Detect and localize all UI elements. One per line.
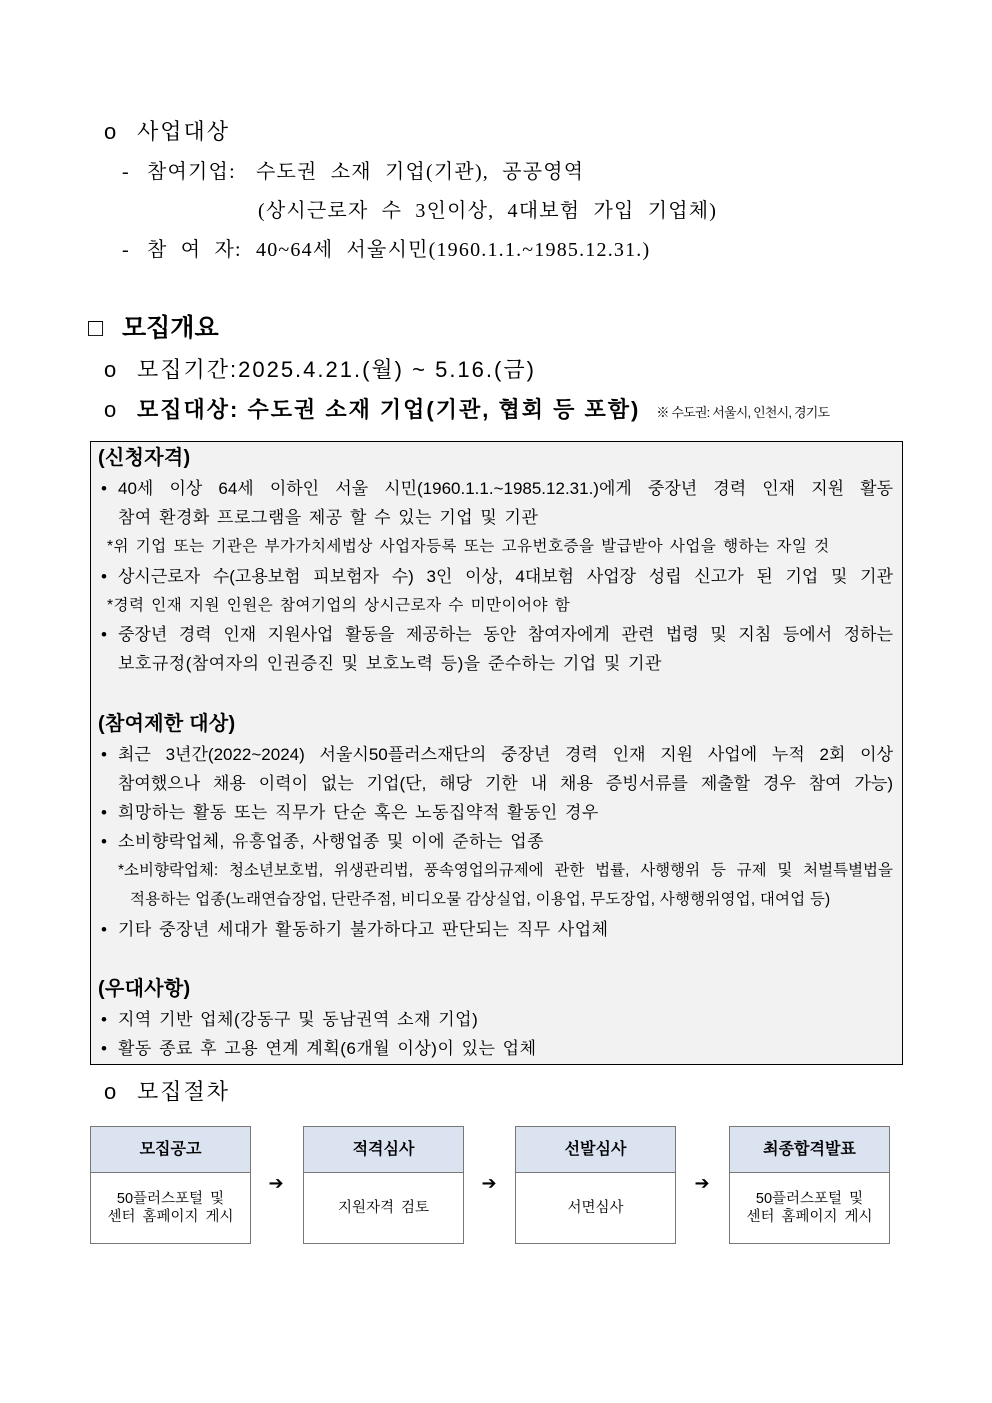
recruitment-period — [104, 355, 536, 385]
bullet-dot: • — [101, 624, 107, 644]
dash: - — [122, 239, 129, 261]
eligibility-note — [91, 591, 902, 620]
bullet-dot: • — [101, 744, 107, 764]
right-arrow-icon: ➔ — [268, 1173, 284, 1194]
restriction-note-text: *소비향락업체: 청소년보호법, 위생관리법, 풍속영업의규제에 관한 법률, 사행행위 등 규제 및 처벌특별법을 — [118, 862, 893, 880]
dash: - — [122, 161, 129, 183]
bullet-dot: • — [101, 1010, 107, 1029]
restriction-item — [91, 827, 902, 856]
procedure-title-text: 모집절차 — [137, 1079, 231, 1104]
step-title: 선발심사 — [516, 1127, 675, 1173]
step-title: 적격심사 — [304, 1127, 463, 1173]
eligibility-item — [91, 474, 902, 503]
eligibility-item — [91, 620, 902, 649]
restrictions-heading: (참여제한 대상) — [98, 712, 236, 735]
step-title: 최종합격발표 — [730, 1127, 889, 1173]
restriction-item-continuation — [91, 769, 902, 798]
step-description-line: 센터 홈페이지 게시 — [746, 1209, 873, 1225]
step-description — [516, 1173, 675, 1243]
spacer — [91, 944, 902, 973]
eligibility-item-continuation — [91, 649, 902, 678]
participating-company-condition: (상시근로자 수 3인이상, 4대보험 가입 기업체) — [258, 200, 718, 222]
bullet-dot: • — [101, 1039, 107, 1059]
circle-bullet: o — [104, 1079, 119, 1104]
bullet-dot: • — [101, 802, 107, 822]
recruitment-target-text: 모집대상: 수도권 소재 기업(기관, 협회 등 포함) — [137, 397, 641, 422]
preference-item-text: 활동 종료 후 고용 연계 계획(6개월 이상)이 있는 업체 — [118, 1039, 537, 1059]
right-arrow-icon: ➔ — [481, 1173, 497, 1194]
recruitment-period-text: 모집기간:2025.4.21.(월) ~ 5.16.(금) — [137, 357, 536, 382]
participant-value: 40~64세 서울시민(1960.1.1.~1985.12.31.) — [256, 239, 651, 261]
eligibility-item-text: 참여 환경화 프로그램을 제공 할 수 있는 기업 및 기관 — [118, 508, 539, 528]
restriction-note-continuation — [91, 885, 902, 914]
eligibility-item-text: 상시근로자 수(고용보험 피보험자 수) 3인 이상, 4대보험 사업장 성립 신고가 된 기업 및 기관 — [118, 566, 893, 586]
eligibility-note — [91, 532, 902, 561]
bullet-dot: • — [101, 479, 107, 498]
restriction-item-text: 최근 3년간(2022~2024) 서울시50플러스재단의 중장년 경력 인재 지원 사업에 누적 2회 이상 — [118, 744, 893, 764]
eligibility-item-text: 40세 이상 64세 이하인 서울 시민(1960.1.1.~1985.12.31.)에게 중장년 경력 인재 지원 활동 — [118, 479, 893, 498]
participating-company-label: 참여기업: — [147, 161, 236, 183]
bullet-dot: • — [101, 919, 107, 939]
overview-title — [88, 312, 219, 344]
metro-area-note: ※ 수도권: 서울시, 인천시, 경기도 — [656, 405, 830, 420]
step-description-line: 지원자격 검토 — [337, 1200, 430, 1216]
restriction-item-text: 참여했으나 채용 이력이 없는 기업(단, 해당 기한 내 채용 증빙서류를 제출할 경우 참여 가능) — [118, 773, 893, 793]
step-description-line: 서면심사 — [567, 1200, 624, 1216]
procedure-title — [104, 1078, 230, 1106]
bullet-dot: • — [101, 832, 107, 852]
business-target-title — [104, 118, 230, 146]
step-description — [304, 1173, 463, 1243]
business-target-title-text: 사업대상 — [137, 119, 231, 144]
circle-bullet: o — [104, 357, 119, 382]
recruitment-target — [104, 395, 829, 428]
right-arrow-icon: ➔ — [694, 1173, 710, 1194]
participant-row — [122, 236, 650, 264]
eligibility-item-text: 보호규정(참여자의 인권증진 및 보호노력 등)을 준수하는 기업 및 기관 — [118, 654, 662, 674]
step-description-line: 50플러스포털 및 — [755, 1191, 864, 1207]
restriction-item-text: 소비향락업체, 유흥업종, 사행업종 및 이에 준하는 업종 — [118, 832, 545, 852]
participating-company-row — [122, 158, 584, 186]
circle-bullet: o — [104, 119, 119, 144]
preference-item-text: 지역 기반 업체(강동구 및 동남권역 소재 기업) — [118, 1010, 479, 1029]
restriction-item — [91, 740, 902, 769]
preference-item — [91, 1005, 902, 1034]
step-description-line: 50플러스포털 및 — [116, 1191, 225, 1207]
restriction-item — [91, 915, 902, 944]
step-eligibility-review — [303, 1126, 464, 1244]
criteria-box — [90, 441, 903, 1065]
circle-bullet: o — [104, 397, 119, 422]
eligibility-note-text: *위 기업 또는 기관은 부가가치세법상 사업자등록 또는 고유번호증을 발급받아 사업을 행하는 자일 것 — [107, 538, 830, 556]
step-title: 모집공고 — [91, 1127, 250, 1173]
eligibility-item-continuation — [91, 503, 902, 532]
step-description-line: 센터 홈페이지 게시 — [107, 1209, 234, 1225]
eligibility-item — [91, 562, 902, 591]
eligibility-note-text: *경력 인재 지원 인원은 참여기업의 상시근로자 수 미만이어야 함 — [107, 596, 571, 614]
participating-company-value: 수도권 소재 기업(기관), 공공영역 — [256, 161, 585, 183]
restriction-item — [91, 798, 902, 827]
participant-label: 참 여 자: — [147, 239, 242, 261]
bullet-dot: • — [101, 566, 107, 586]
step-final-announcement — [729, 1126, 890, 1244]
step-selection-review — [515, 1126, 676, 1244]
restriction-item-text: 희망하는 활동 또는 직무가 단순 혹은 노동집약적 활동인 경우 — [118, 802, 599, 822]
preferences-heading: (우대사항) — [98, 978, 191, 1000]
preference-item — [91, 1034, 902, 1063]
step-description — [91, 1173, 250, 1243]
spacer — [91, 678, 902, 707]
restriction-item-text: 기타 중장년 세대가 활동하기 불가하다고 판단되는 직무 사업체 — [118, 919, 609, 939]
restriction-note-text: 적용하는 업종(노래연습장업, 단란주점, 비디오물 감상실업, 이용업, 무도장업, 사행행위영업, 대여업 등) — [130, 891, 831, 909]
eligibility-item-text: 중장년 경력 인재 지원사업 활동을 제공하는 동안 참여자에게 관련 법령 및 지침 등에서 정하는 — [118, 624, 893, 644]
step-description — [730, 1173, 889, 1243]
eligibility-heading: (신청자격) — [98, 447, 191, 469]
restriction-note — [91, 856, 902, 885]
overview-title-text: 모집개요 — [122, 314, 219, 342]
square-bullet-icon: □ — [88, 314, 104, 342]
step-announcement — [90, 1126, 251, 1244]
